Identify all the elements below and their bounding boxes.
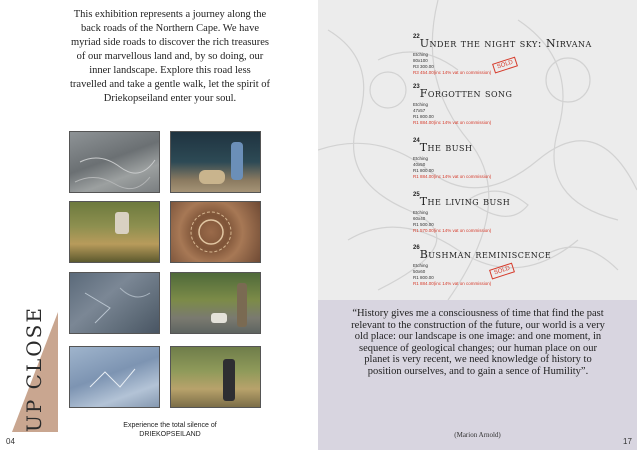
artwork-title: The bush	[419, 141, 473, 154]
artwork-title: Forgotten song	[419, 87, 513, 100]
artwork-medium: Etching	[413, 52, 429, 57]
artwork-title: Under the night sky: Nirvana	[419, 37, 592, 50]
intro-text: This exhibition represents a journey along the back roads of the Northern Cape. We have myriad side roads to discover the rich treasures of our marvellous land and, by so doing, our inner landscape. Explore this road less travelled and take a gentle walk, let the spirit of Driekopseiland enter your soul.	[70, 9, 271, 104]
up-close-badge	[12, 306, 58, 432]
left-page	[0, 0, 318, 450]
sold-stamp-22: SOLD	[492, 56, 518, 73]
artwork-number: 26	[413, 245, 420, 251]
artwork-title: Bushman reminiscence	[419, 248, 552, 261]
photo-people-on-rocks	[170, 131, 261, 193]
artwork-size: 40x50	[413, 162, 426, 167]
artwork-price-incl: R1 884.00(inc 14% vat on commission)	[413, 281, 492, 286]
artwork-price-incl: R1 884.00(inc 14% vat on commission)	[413, 174, 492, 179]
photo-rock-engravings	[69, 131, 160, 193]
photo-caption	[100, 421, 240, 439]
photo-grass-field	[69, 201, 160, 263]
caption-line-1: Experience the total silence of	[123, 422, 217, 429]
artwork-price: R1 800.00	[413, 114, 434, 119]
artwork-22	[413, 34, 613, 76]
artwork-title: The living bush	[419, 195, 511, 208]
quote-author: (Marion Arnold)	[454, 431, 501, 439]
artwork-price-incl: R1 884.00(inc 14% vat on commission)	[413, 120, 492, 125]
artwork-price: R1 800.00	[413, 168, 434, 173]
right-page	[318, 0, 637, 450]
left-page-number: 04	[6, 437, 15, 446]
photo-spiral-engraving	[170, 201, 261, 263]
artwork-price: R3 300.00	[413, 64, 434, 69]
artwork-number: 23	[413, 84, 420, 90]
artwork-medium: Etching	[413, 210, 429, 215]
photo-man-walking	[170, 346, 261, 408]
right-page-number: 17	[623, 437, 632, 446]
artwork-size: 60x40	[413, 216, 426, 221]
caption-line-2: DRIEKOPSEILAND	[139, 431, 201, 438]
artwork-number: 22	[413, 34, 420, 40]
artwork-medium: Etching	[413, 263, 429, 268]
artwork-23	[413, 84, 613, 126]
artwork-25	[413, 192, 613, 234]
photo-man-by-reeds	[170, 272, 261, 334]
artwork-number: 25	[413, 192, 420, 198]
artwork-24	[413, 138, 613, 180]
artwork-size: 80x100	[413, 58, 428, 63]
artwork-price: R1 800.00	[413, 275, 434, 280]
artwork-size: 50x60	[413, 269, 426, 274]
artwork-price: R1 500.00	[413, 222, 434, 227]
artwork-price-incl: R3 454.00(inc 14% vat on commission)	[413, 70, 492, 75]
up-close-text: UP CLOSE	[22, 306, 46, 432]
photo-blue-rock	[69, 346, 160, 408]
sold-stamp-26: SOLD	[489, 262, 515, 279]
quote-block	[318, 300, 637, 450]
quote-text: “History gives me a consciousness of time that find the past relevant to the construction of the future, our world is a very old place: our landscape is one image: and one moment, in sequence of geological changes; our human place on our planet is very recent, we need knowledge of history to position ourselves, and to gain a sence of Humility”.	[351, 308, 605, 377]
artwork-medium: Etching	[413, 102, 429, 107]
artwork-medium: Etching	[413, 156, 429, 161]
artwork-price-incl: R1 570.00(inc 14% vat on commission)	[413, 228, 492, 233]
artwork-number: 24	[413, 138, 420, 144]
photo-engraved-rock	[69, 272, 160, 334]
artwork-size: 47x57	[413, 108, 426, 113]
